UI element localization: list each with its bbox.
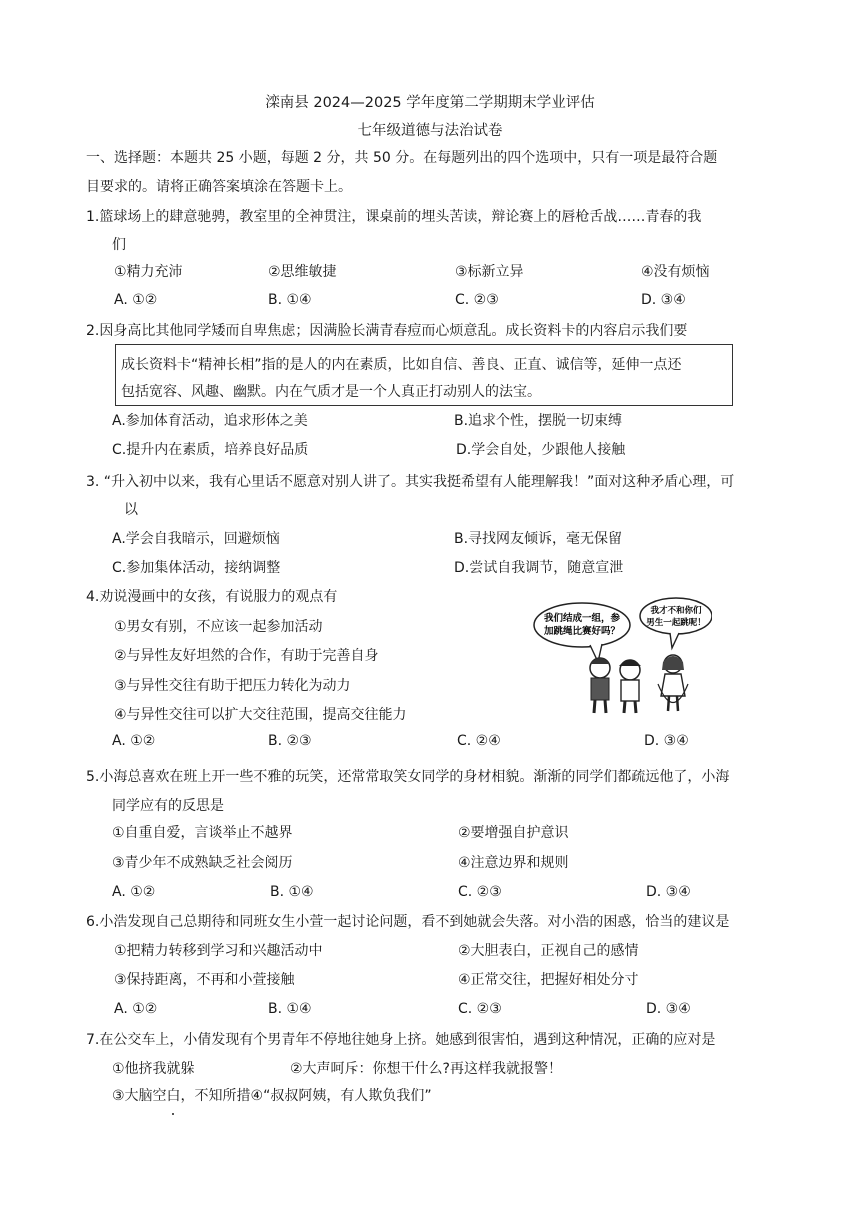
section-instruction-line1: 一、选择题：本题共 25 小题，每题 2 分，共 50 分。在每题列出的四个选项中，只有一项是最符合题	[86, 150, 718, 166]
scan-speck	[172, 1113, 174, 1115]
q1-stem: 1.篮球场上的肆意驰骋，教室里的全神贯注，课桌前的埋头苦读，辩论赛上的唇枪舌战……青春的我	[86, 209, 702, 225]
q5-item: ②要增强自护意识	[458, 825, 569, 841]
q5-stem: 5.小海总喜欢在班上开一些不雅的玩笑，还常常取笑女同学的身材相貌。渐渐的同学们都疏远他了，小海	[86, 769, 730, 785]
q3-choice-c: C.参加集体活动，接纳调整	[112, 560, 281, 576]
q1-choice-a: A. ①②	[114, 292, 158, 308]
q4-item: ①男女有别，不应该一起参加活动	[114, 619, 323, 635]
q3-stem-cont: 以	[124, 502, 138, 518]
q7-item: ③大脑空白，不知所措④“叔叔阿姨，有人欺负我们”	[112, 1088, 432, 1104]
q7-item: ①他挤我就躲	[112, 1061, 195, 1077]
q1-choice-b: B. ①④	[268, 292, 312, 308]
q4-item: ②与异性友好坦然的合作，有助于完善自身	[114, 648, 379, 664]
right-bubble-text-line2: 男生一起跳呢！	[646, 618, 706, 628]
left-speech-bubble	[534, 603, 630, 647]
q2-stem: 2.因身高比其他同学矮而自卑焦虑；因满脸长满青春痘而心烦意乱。成长资料卡的内容启示我们要	[86, 323, 688, 339]
q4-stem: 4.劝说漫画中的女孩，有说服力的观点有	[86, 589, 338, 605]
q4-choice-c: C. ②④	[457, 733, 501, 749]
q3-choice-b: B.寻找网友倾诉，毫无保留	[454, 531, 623, 547]
growth-info-card-line1: 成长资料卡“精神长相”指的是人的内在素质，比如自信、善良、正直、诚信等，延伸一点还	[121, 357, 682, 373]
q4-choice-b: B. ②③	[268, 733, 312, 749]
q1-item: ②思维敏捷	[268, 264, 337, 280]
q5-stem-cont: 同学应有的反思是	[112, 798, 224, 814]
q6-item: ④正常交往，把握好相处分寸	[458, 972, 639, 988]
q1-item: ④没有烦恼	[641, 264, 710, 280]
q3-choice-d: D.尝试自我调节，随意宣泄	[454, 560, 624, 576]
q4-choice-a: A. ①②	[112, 733, 156, 749]
q2-choice-d: D.学会自处，少跟他人接触	[456, 442, 626, 458]
q1-choice-d: D. ③④	[641, 292, 686, 308]
q5-item: ④注意边界和规则	[458, 855, 569, 871]
girl-figure	[658, 655, 688, 711]
q4-cartoon-illustration	[532, 596, 712, 714]
boy-figure-right	[619, 660, 641, 713]
q6-choice-b: B. ①④	[268, 1001, 312, 1017]
q3-stem: 3. “升入初中以来，我有心里话不愿意对别人讲了。其实我挺希望有人能理解我！”面对这种矛盾心理，可	[86, 474, 735, 490]
q1-item: ①精力充沛	[114, 264, 183, 280]
q2-choice-c: C.提升内在素质，培养良好品质	[112, 442, 309, 458]
q6-choice-d: D. ③④	[646, 1001, 691, 1017]
exam-title: 滦南县 2024—2025 学年度第二学期期末学业评估	[265, 95, 595, 111]
q7-stem: 7.在公交车上，小倩发现有个男青年不停地往她身上挤。她感到很害怕，遇到这种情况，正确的应对是	[86, 1032, 716, 1048]
q5-item: ①自重自爱，言谈举止不越界	[112, 825, 293, 841]
q4-item: ④与异性交往可以扩大交往范围，提高交往能力	[114, 707, 407, 723]
q6-stem: 6.小浩发现自己总期待和同班女生小萱一起讨论问题，看不到她就会失落。对小浩的困惑，恰当的建议是	[86, 914, 730, 930]
q4-choice-d: D. ③④	[644, 733, 689, 749]
right-bubble-text-line1: 我才不和你们	[650, 606, 702, 616]
q6-item: ③保持距离，不再和小萱接触	[114, 972, 295, 988]
section-instruction-line2: 目要求的。请将正确答案填涂在答题卡上。	[86, 179, 352, 195]
q5-choice-c: C. ②③	[458, 884, 502, 900]
q5-choice-b: B. ①④	[270, 884, 314, 900]
exam-subtitle: 七年级道德与法治试卷	[357, 123, 503, 139]
growth-info-card-line2: 包括宽容、风趣、幽默。内在气质才是一个人真正打动别人的法宝。	[121, 384, 541, 400]
q5-item: ③青少年不成熟缺乏社会阅历	[112, 855, 293, 871]
left-bubble-text-line2: 加跳绳比赛好吗？	[543, 626, 621, 637]
q6-item: ②大胆表白，正视自己的感情	[458, 943, 639, 959]
q6-choice-a: A. ①②	[114, 1001, 158, 1017]
q1-choice-c: C. ②③	[455, 292, 499, 308]
q5-choice-a: A. ①②	[112, 884, 156, 900]
right-bubble-tail	[670, 633, 679, 648]
q2-choice-b: B.追求个性，摆脱一切束缚	[454, 413, 623, 429]
right-speech-bubble	[640, 598, 712, 634]
q7-item: ②大声呵斥：你想干什么?再这样我就报警！	[290, 1061, 562, 1077]
q2-choice-a: A.参加体育活动，追求形体之美	[112, 413, 308, 429]
q1-item: ③标新立异	[455, 264, 524, 280]
q1-stem-cont: 们	[112, 237, 126, 253]
q6-item: ①把精力转移到学习和兴趣活动中	[114, 943, 323, 959]
left-bubble-text-line1: 我们结成一组，参	[543, 613, 621, 624]
boy-figure-left	[590, 658, 610, 713]
q3-choice-a: A.学会自我暗示，回避烦恼	[112, 531, 280, 547]
growth-info-card	[115, 344, 733, 406]
q5-choice-d: D. ③④	[646, 884, 691, 900]
q4-item: ③与异性交往有助于把压力转化为动力	[114, 678, 351, 694]
q6-choice-c: C. ②③	[458, 1001, 502, 1017]
